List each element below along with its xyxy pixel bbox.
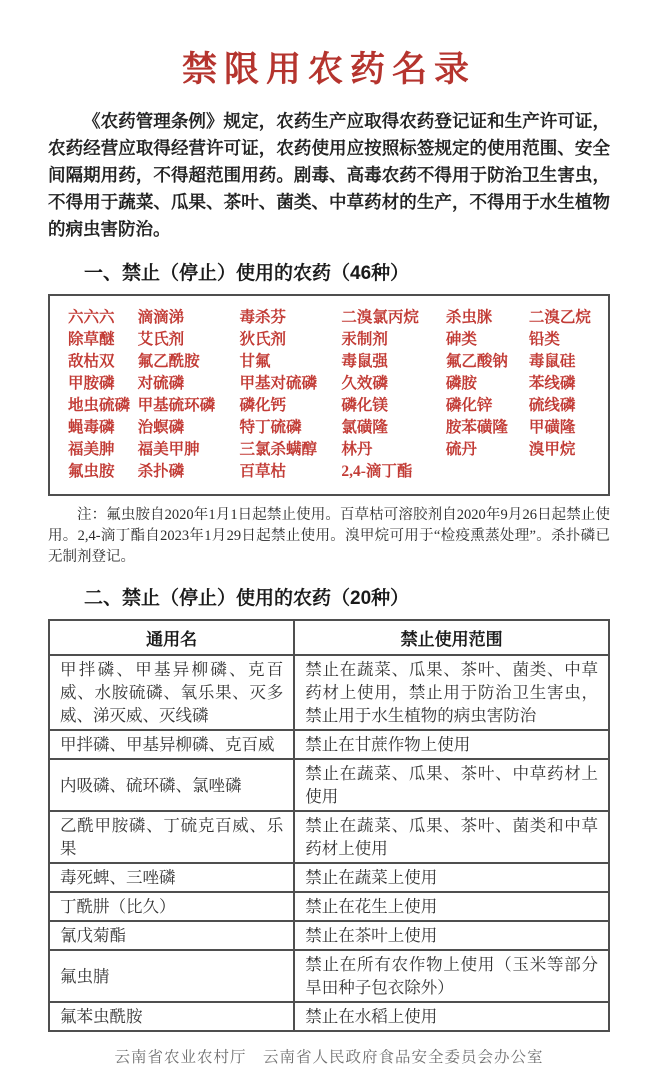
pesticide-name: 溴甲烷 [528, 441, 576, 458]
pesticide-name: 福美甲胂 [137, 441, 200, 458]
pesticide-name: 百草枯 [239, 463, 287, 480]
column-header: 通用名 [49, 620, 294, 655]
ban-scope-cell: 禁止在水稻上使用 [294, 1002, 609, 1031]
note-paragraph: 注：氟虫胺自2020年1月1日起禁止使用。百草枯可溶胶剂自2020年9月26日起禁止使用。2,4-滴丁酯自2023年1月29日起禁止使用。溴甲烷可用于“检疫熏蒸处理”。杀扑磷已无制剂登记。 [48, 507, 610, 565]
table-row [49, 655, 609, 730]
pesticide-name: 特丁硫磷 [239, 419, 302, 436]
pesticide-name: 杀扑磷 [137, 463, 185, 480]
generic-name-cell: 内吸磷、硫环磷、氯唑磷 [49, 759, 294, 811]
pesticide-name: 氟虫胺 [68, 463, 115, 480]
pesticide-name: 狄氏剂 [239, 331, 287, 348]
section1-heading: 一、禁止（停止）使用的农药（46种） [84, 263, 410, 284]
section2-heading: 二、禁止（停止）使用的农药（20种） [84, 588, 410, 609]
pesticide-name: 六六六 [68, 309, 115, 326]
pesticide-name: 氯磺隆 [341, 419, 388, 436]
table-row [49, 863, 609, 892]
pesticide-name: 汞制剂 [341, 331, 388, 348]
ban-scope-cell: 禁止在茶叶上使用 [294, 921, 609, 950]
generic-name-cell: 氟苯虫酰胺 [49, 1002, 294, 1031]
restricted-pesticides-table [48, 619, 610, 1032]
pesticide-name: 除草醚 [68, 331, 115, 348]
pesticide-name: 砷类 [445, 331, 477, 348]
footer-issuers: 云南省农业农村厅 云南省人民政府食品安全委员会办公室 [114, 1049, 544, 1066]
intro-paragraph: 《农药管理条例》规定，农药生产应取得农药登记证和生产许可证，农药经营应取得经营许可证，农药使用应按照标签规定的使用范围、安全间隔期用药，不得超范围用药。剧毒、高毒农药不得用于防治卫生害虫，不得用于蔬菜、瓜果、茶叶、菌类、中草药材的生产，不得用于水生植物的病虫害防治。 [48, 111, 610, 239]
page-title: 禁限用农药名录 [181, 50, 476, 89]
pesticide-name: 磷胺 [445, 375, 477, 392]
pesticide-name: 2,4-滴丁酯 [341, 463, 413, 480]
pesticide-name: 福美胂 [68, 441, 115, 458]
generic-name-cell: 毒死蜱、三唑磷 [49, 863, 294, 892]
pesticide-name: 甘氟 [239, 353, 271, 370]
pesticide-name: 二溴氯丙烷 [341, 309, 419, 326]
pesticide-name: 治螟磷 [137, 419, 185, 436]
pesticide-name: 苯线磷 [528, 375, 576, 392]
pesticide-name: 地虫硫磷 [68, 397, 131, 414]
generic-name-cell: 甲拌磷、甲基异柳磷、克百威、水胺硫磷、氧乐果、灭多威、涕灭威、灭线磷 [49, 655, 294, 730]
table-row [49, 759, 609, 811]
pesticide-name: 甲胺磷 [68, 375, 115, 392]
pesticide-name: 甲磺隆 [528, 419, 576, 436]
pesticide-name: 毒鼠强 [341, 353, 388, 370]
pesticide-name: 磷化钙 [239, 397, 287, 414]
table-body [49, 655, 609, 1031]
table-row [49, 620, 609, 655]
pesticide-name: 久效磷 [341, 375, 388, 392]
table-row [49, 950, 609, 1002]
pesticide-name: 杀虫脒 [445, 309, 493, 326]
banned-pesticides-box [48, 294, 610, 496]
pesticide-name: 铅类 [528, 331, 560, 348]
pesticide-name [446, 461, 529, 483]
table-row [49, 1002, 609, 1031]
pesticide-name: 硫线磷 [528, 397, 576, 414]
column-header: 禁止使用范围 [294, 620, 609, 655]
pesticide-name: 磷化锌 [445, 397, 493, 414]
table-row [49, 730, 609, 759]
pesticide-name: 蝇毒磷 [68, 419, 115, 436]
generic-name-cell: 甲拌磷、甲基异柳磷、克百威 [49, 730, 294, 759]
generic-name-cell: 丁酰肼（比久） [49, 892, 294, 921]
generic-name-cell: 乙酰甲胺磷、丁硫克百威、乐果 [49, 811, 294, 863]
ban-scope-cell: 禁止在蔬菜上使用 [294, 863, 609, 892]
ban-scope-cell: 禁止在蔬菜、瓜果、茶叶、中草药材上使用 [294, 759, 609, 811]
pesticide-name: 毒鼠硅 [528, 353, 576, 370]
pesticide-name: 三氯杀螨醇 [239, 441, 318, 458]
table-row [49, 892, 609, 921]
pesticide-name: 艾氏剂 [137, 331, 185, 348]
ban-scope-cell: 禁止在蔬菜、瓜果、茶叶、菌类、中草药材上使用，禁止用于防治卫生害虫，禁止用于水生植物的病虫害防治 [294, 655, 609, 730]
table-row [49, 811, 609, 863]
pesticide-name: 二溴乙烷 [528, 309, 591, 326]
ban-scope-cell: 禁止在花生上使用 [294, 892, 609, 921]
pesticide-name: 毒杀芬 [239, 309, 287, 326]
pesticide-name: 对硫磷 [137, 375, 185, 392]
pesticide-name: 氟乙酰胺 [137, 353, 200, 370]
pesticide-name: 林丹 [341, 441, 373, 458]
pesticide-name: 硫丹 [445, 441, 477, 458]
generic-name-cell: 氟虫腈 [49, 950, 294, 1002]
pesticide-name: 甲基对硫磷 [239, 375, 318, 392]
ban-scope-cell: 禁止在所有农作物上使用（玉米等部分旱田种子包衣除外） [294, 950, 609, 1002]
table-row [49, 921, 609, 950]
pesticide-name: 磷化镁 [341, 397, 388, 414]
generic-name-cell: 氰戊菊酯 [49, 921, 294, 950]
pesticide-name: 敌枯双 [68, 353, 115, 370]
ban-scope-cell: 禁止在甘蔗作物上使用 [294, 730, 609, 759]
pesticide-name: 甲基硫环磷 [137, 397, 216, 414]
ban-scope-cell: 禁止在蔬菜、瓜果、茶叶、菌类和中草药材上使用 [294, 811, 609, 863]
pesticide-name [529, 461, 604, 483]
table-header-row [49, 620, 609, 655]
pesticide-name: 氟乙酸钠 [445, 353, 508, 370]
pesticide-name: 滴滴涕 [137, 309, 185, 326]
pesticide-name: 胺苯磺隆 [445, 419, 508, 436]
